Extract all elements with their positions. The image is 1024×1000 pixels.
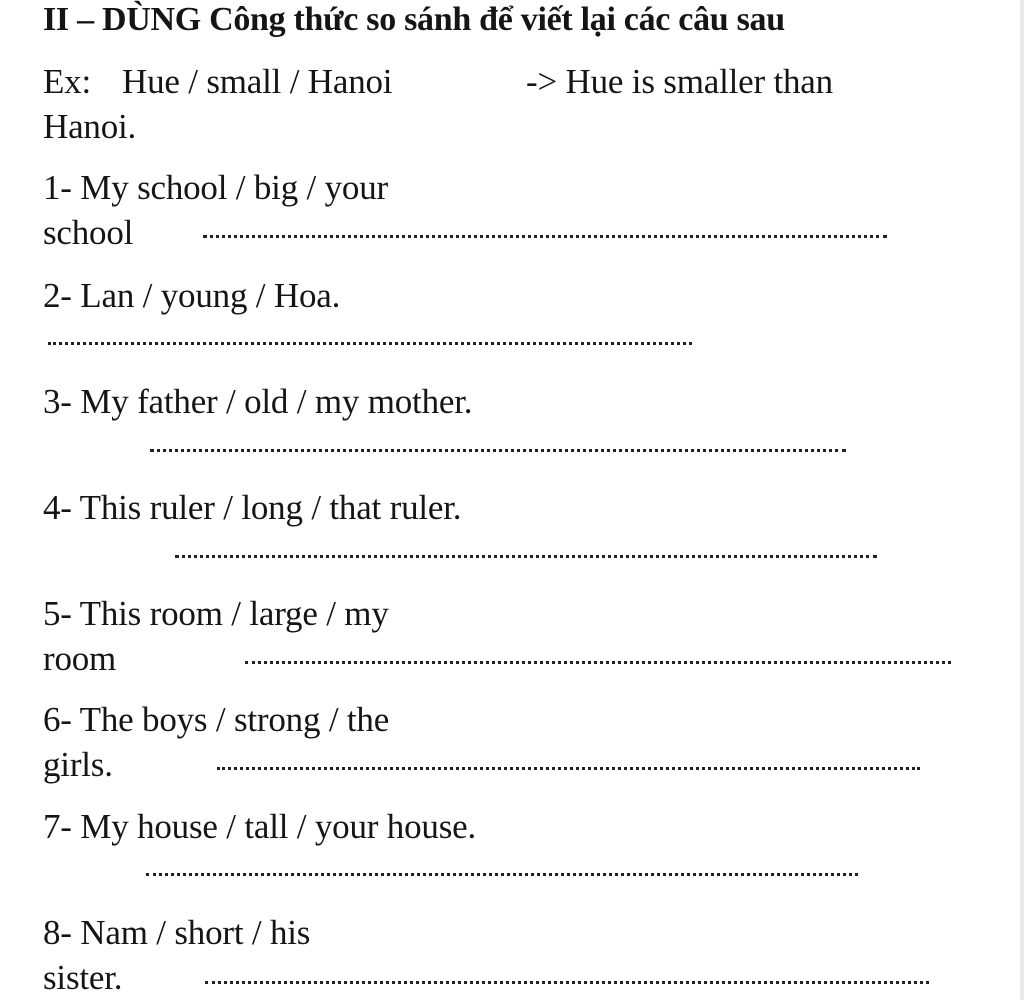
item-1-answer-line (203, 235, 887, 238)
example-answer-line1: -> Hue is smaller than (526, 62, 833, 101)
example-label: Ex: (43, 62, 92, 101)
item-6-prompt: 6- The boys / strong / the (43, 700, 390, 739)
item-3-answer-line (150, 449, 846, 452)
item-8-prompt: 8- Nam / short / his (43, 913, 311, 952)
item-3-prompt: 3- My father / old / my mother. (43, 382, 473, 421)
item-2-answer-line (48, 342, 692, 345)
item-5-prompt: 5- This room / large / my (43, 594, 389, 633)
item-5-prompt-continued: room (43, 639, 117, 678)
example-answer-line2: Hanoi. (43, 107, 137, 146)
item-6-prompt-continued: girls. (43, 745, 113, 784)
example-prompt: Hue / small / Hanoi (122, 62, 393, 101)
item-4-answer-line (175, 555, 877, 558)
exercise-heading: II – DÙNG Công thức so sánh để viết lại các câu sau (43, 1, 785, 38)
item-4-prompt: 4- This ruler / long / that ruler. (43, 488, 462, 527)
item-8-prompt-continued: sister. (43, 958, 123, 997)
item-1-prompt-continued: school (43, 213, 134, 252)
item-2-prompt: 2- Lan / young / Hoa. (43, 276, 341, 315)
item-8-answer-line (205, 981, 929, 984)
item-7-answer-line (146, 873, 858, 876)
item-6-answer-line (217, 767, 920, 770)
item-5-answer-line (245, 661, 951, 664)
item-1-prompt: 1- My school / big / your (43, 168, 388, 207)
item-7-prompt: 7- My house / tall / your house. (43, 807, 476, 846)
page-edge (1020, 0, 1024, 1000)
